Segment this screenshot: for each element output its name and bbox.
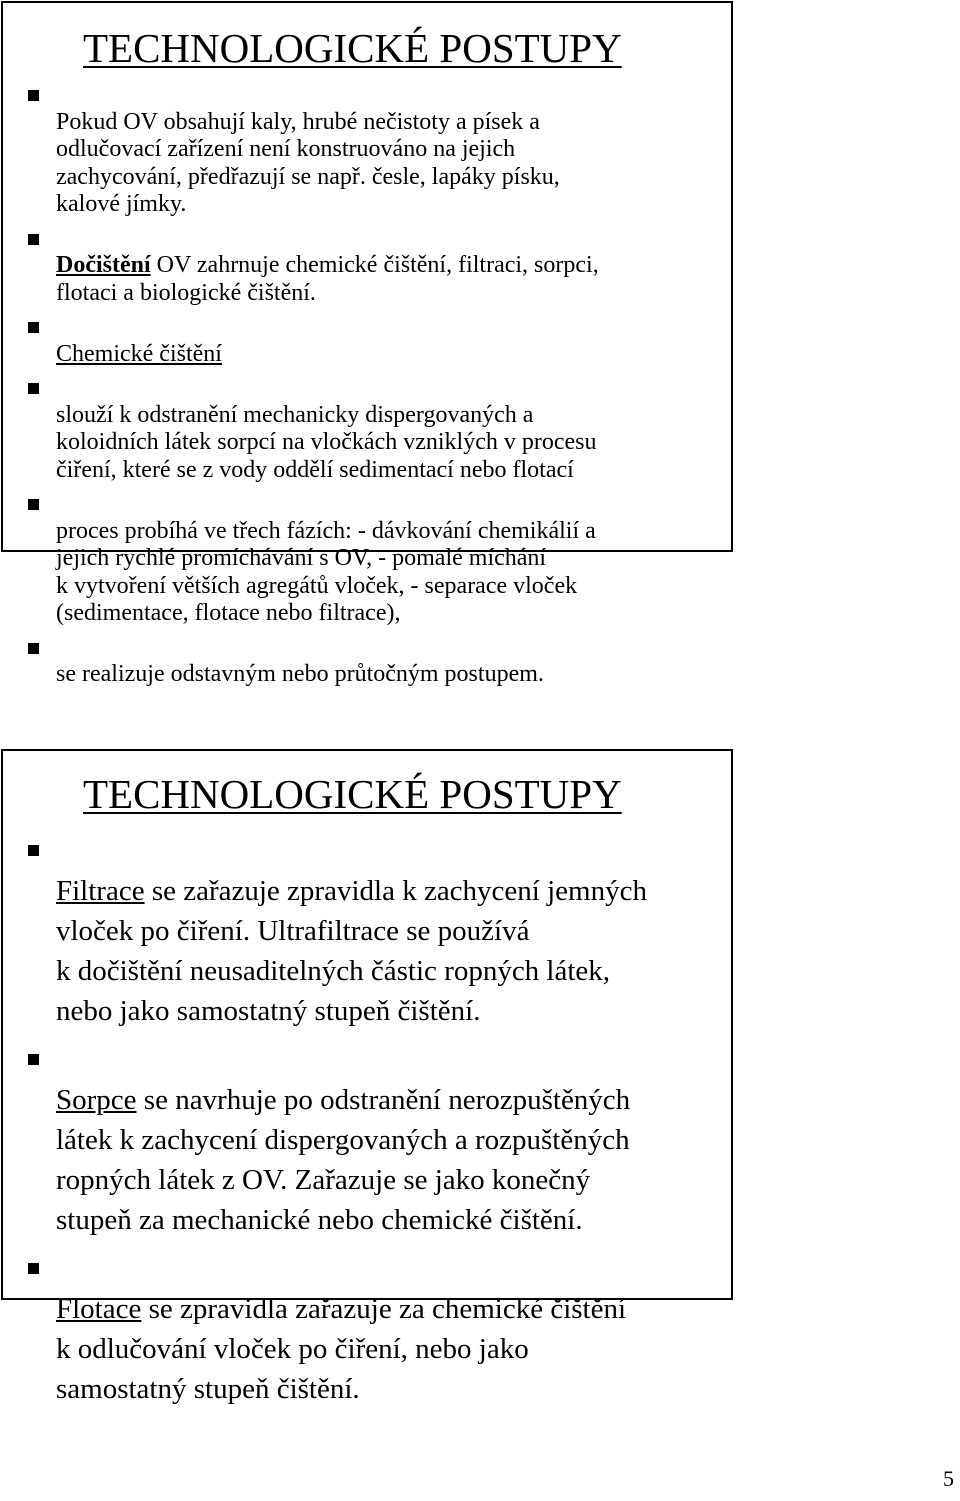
- bullet-heading: Chemické čištění: [56, 340, 222, 367]
- slide-2: [1, 749, 733, 1405]
- bullet-text: se zařazuje zpravidla k zachycení jemných vloček po čiření. Ultrafiltrace se používá k dočištění neusaditelných částic ropných látek, nebo jako samostatný stupeň čištění.: [56, 875, 647, 1027]
- slide-1: [1, 1, 733, 687]
- square-bullet-icon: [28, 383, 39, 394]
- square-bullet-icon: [28, 1054, 39, 1065]
- bullet-item: [3, 831, 731, 1031]
- bullet-item: [3, 1040, 731, 1240]
- bullet-text: se navrhuje po odstranění nerozpuštěných látek k zachycení dispergovaných a rozpuštěných ropných látek z OV. Zařazuje se jako konečný stupeň za mechanické nebo chemické čištění.: [56, 1084, 631, 1236]
- bullet-text: Pokud OV obsahují kaly, hrubé nečistoty a písek a odlučovací zařízení není konstruováno na jejich zachycování, předřazují se např. česle, lapáky písku, kalové jímky.: [56, 108, 560, 217]
- square-bullet-icon: [28, 499, 39, 510]
- bullet-term: Sorpce: [56, 1084, 137, 1116]
- bullet-item: [3, 81, 731, 219]
- bullet-text: OV zahrnuje chemické čištění, filtraci, sorpci, flotaci a biologické čištění.: [56, 252, 599, 306]
- square-bullet-icon: [28, 1263, 39, 1274]
- bullet-term: Flotace: [56, 1293, 142, 1325]
- bullet-term: Filtrace: [56, 875, 145, 907]
- bullet-item: [3, 225, 731, 308]
- page-number: 5: [943, 1466, 954, 1491]
- bullet-list: [3, 81, 731, 695]
- bullet-text: se realizuje odstavným nebo průtočným postupem.: [56, 661, 544, 687]
- square-bullet-icon: [28, 322, 39, 333]
- slide-title: TECHNOLOGICKÉ POSTUPY: [83, 25, 622, 71]
- bullet-text: proces probíhá ve třech fázích: - dávkování chemikálií a jejich rychlé promíchávání s OV, - pomalé míchání k vytvoření větších agregátů vloček, - separace vloček (sedimentace, flotace nebo filtrace),: [56, 517, 596, 626]
- bullet-text: se zpravidla zařazuje za chemické čištění k odlučování vloček po čiření, nebo jako samostatný stupeň čištění.: [56, 1293, 627, 1405]
- bullet-text: slouží k odstranění mechanicky dispergovaných a koloidních látek sorpcí na vločkách vzniklých v procesu čiření, které se z vody oddělí sedimentací nebo flotací: [56, 401, 597, 483]
- bullet-item: [3, 1249, 731, 1409]
- square-bullet-icon: [28, 90, 39, 101]
- bullet-term: Dočištění: [56, 252, 151, 278]
- bullet-list: [3, 831, 731, 1418]
- bullet-item: [3, 490, 731, 628]
- bullet-item: [3, 374, 731, 484]
- slide-title: TECHNOLOGICKÉ POSTUPY: [83, 771, 622, 817]
- bullet-item: [3, 313, 731, 368]
- square-bullet-icon: [28, 643, 39, 654]
- bullet-item: [3, 634, 731, 689]
- square-bullet-icon: [28, 845, 39, 856]
- square-bullet-icon: [28, 234, 39, 245]
